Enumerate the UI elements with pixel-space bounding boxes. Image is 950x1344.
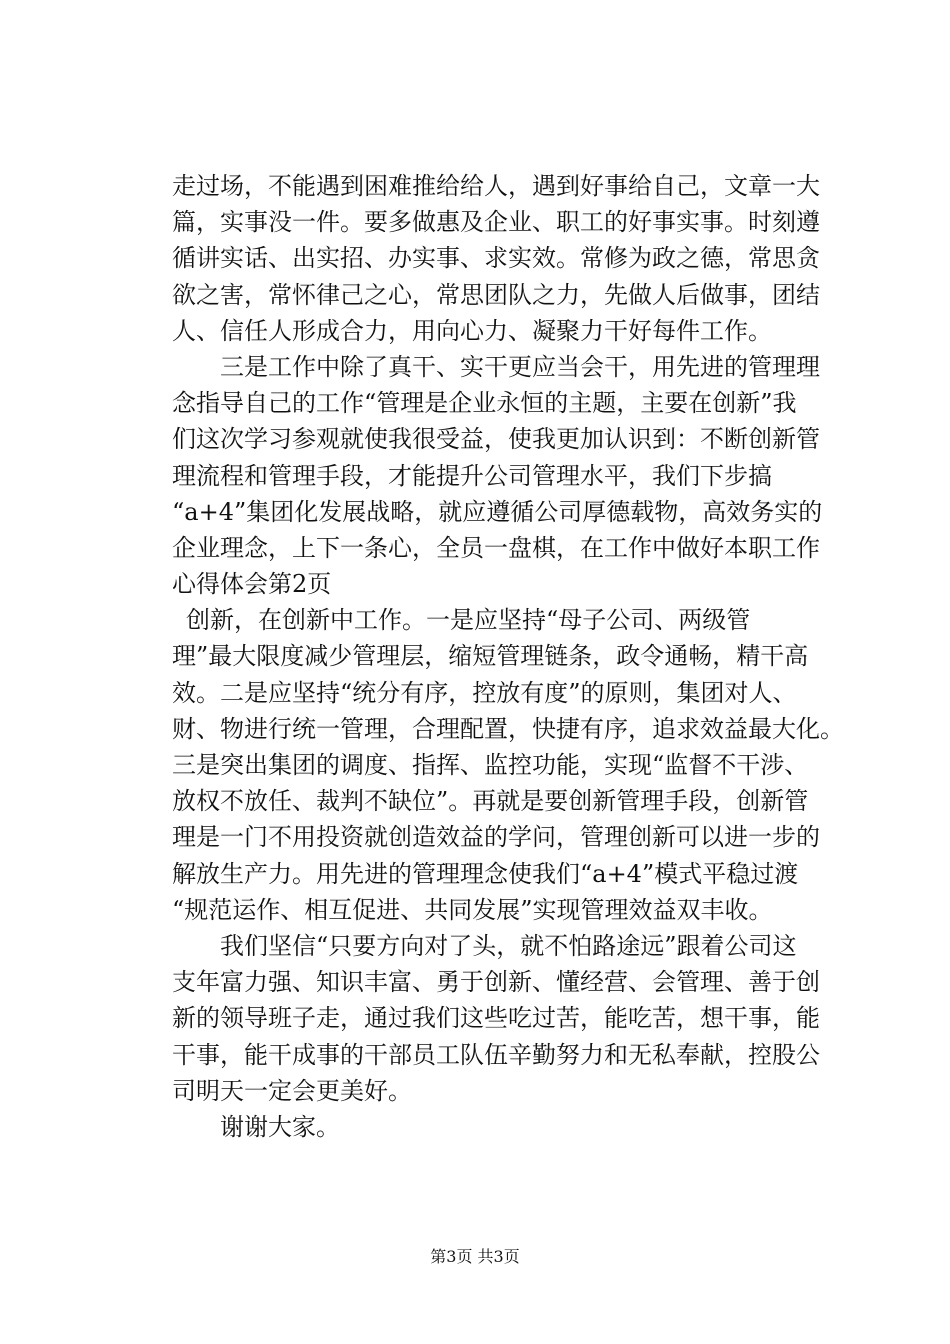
text-line: “a+4”集团化发展战略，就应遵循公司厚德载物，高效务实的 (172, 497, 823, 526)
document-body (172, 168, 844, 1145)
text-line: 我们坚信“只要方向对了头，就不怕路途远”跟着公司这 (220, 931, 797, 960)
text-line: 心得体会第2页 (172, 570, 332, 599)
text-line: 理”最大限度减少管理层，缩短管理链条，政令通畅，精干高 (172, 642, 809, 671)
text-line: 走过场，不能遇到困难推给给人，遇到好事给自己，文章一大 (172, 172, 820, 200)
text-line: 支年富力强、知识丰富、勇于创新、懂经营、会管理、善于创 (172, 968, 820, 997)
text-line: 谢谢大家。 (220, 1112, 340, 1141)
text-line-content: 创新，在创新中工作。一是应坚持“母子公司、两级管 (186, 606, 751, 635)
text-line: 三是突出集团的调度、指挥、监控功能，实现“监督不干涉、 (172, 751, 809, 779)
text-line: 念指导自己的工作“管理是企业永恒的主题，主要在创新”我 (172, 389, 797, 418)
text-line: 三是工作中除了真干、实干更应当会干，用先进的管理理 (220, 352, 820, 381)
text-line (172, 602, 812, 638)
text-line: “规范运作、相互促进、共同发展”实现管理效益双丰收。 (172, 895, 773, 924)
text-line: 效。二是应坚持“统分有序，控放有度”的原则，集团对人、 (172, 678, 797, 707)
page-number-footer: 第3页 共3页 (430, 1247, 520, 1266)
text-line: 解放生产力。用先进的管理理念使我们“a+4”模式平稳过渡 (172, 859, 799, 888)
text-line: 人、信任人形成合力，用向心力、凝聚力干好每件工作。 (172, 316, 772, 345)
text-line: 财、物进行统一管理，合理配置，快捷有序，追求效益最大化。 (172, 714, 844, 743)
text-line: 放权不放任、裁判不缺位”。再就是要创新管理手段，创新管 (172, 787, 809, 816)
text-line: 循讲实话、出实招、办实事、求实效。常修为政之德，常思贪 (172, 244, 820, 273)
text-line: 篇，实事没一件。要多做惠及企业、职工的好事实事。时刻遵 (172, 208, 820, 237)
text-line: 干事，能干成事的干部员工队伍辛勤努力和无私奉献，控股公 (172, 1040, 820, 1069)
text-line: 们这次学习参观就使我很受益，使我更加认识到：不断创新管 (172, 425, 820, 454)
text-line: 理是一门不用投资就创造效益的学问，管理创新可以进一步的 (172, 823, 820, 852)
text-line: 理流程和管理手段，才能提升公司管理水平，我们下步搞 (172, 461, 772, 490)
text-line: 新的领导班子走，通过我们这些吃过苦，能吃苦，想干事，能 (172, 1004, 820, 1033)
text-line: 司明天一定会更美好。 (172, 1076, 412, 1105)
text-line: 欲之害，常怀律己之心，常思团队之力，先做人后做事，团结 (172, 280, 820, 309)
text-line: 企业理念，上下一条心，全员一盘棋，在工作中做好本职工作 (172, 533, 820, 562)
